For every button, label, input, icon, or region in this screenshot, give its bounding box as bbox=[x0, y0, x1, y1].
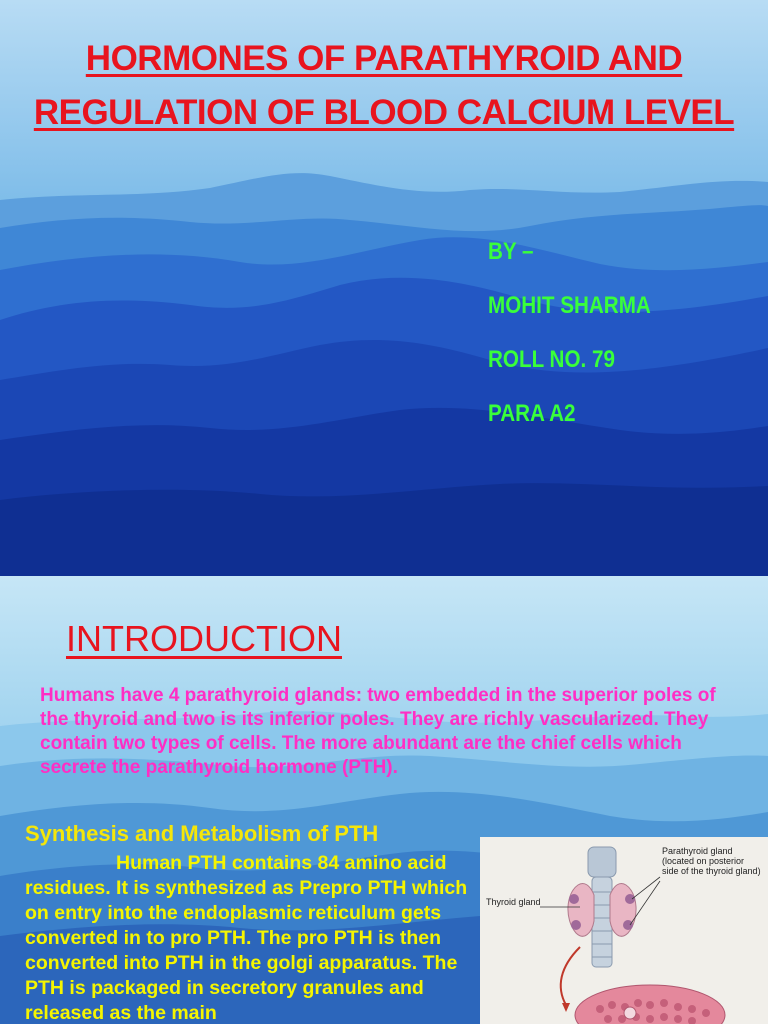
slide-title: HORMONES OF PARATHYROID AND REGULATION OF BLOOD CALCIUM LEVEL bbox=[33, 39, 735, 132]
parathyroid-diagram bbox=[480, 837, 768, 1024]
parathyroid-gland-label: Parathyroid gland (located on posterior side of the thyroid gland) bbox=[662, 846, 761, 876]
author-roll-number: ROLL NO. 79 bbox=[488, 346, 615, 373]
synthesis-paragraph: Human PTH contains 84 amino acid residues. It is synthesized as Prepro PTH which on entry into the endoplasmic reticulum gets converted in to pro PTH. The pro PTH is then converted into PTH in the golgi apparatus. The PTH is packaged in secretory granules and released as the main bbox=[25, 852, 468, 1024]
author-section: PARA A2 bbox=[488, 400, 576, 427]
thyroid-gland-label: Thyroid gland bbox=[486, 897, 541, 907]
author-name: MOHIT SHARMA bbox=[488, 292, 651, 319]
synthesis-heading: Synthesis and Metabolism of PTH bbox=[25, 821, 379, 846]
introduction-heading: INTRODUCTION bbox=[66, 618, 342, 659]
introduction-slide bbox=[0, 576, 768, 1024]
author-by-label: BY – bbox=[488, 238, 534, 265]
introduction-paragraph: Humans have 4 parathyroid glands: two embedded in the superior poles of the thyroid and two is its inferior poles. They are richly vascularized. They contain two types of cells. The more abundant are the chief cells which secrete the parathyroid hormone (PTH). bbox=[40, 685, 716, 778]
